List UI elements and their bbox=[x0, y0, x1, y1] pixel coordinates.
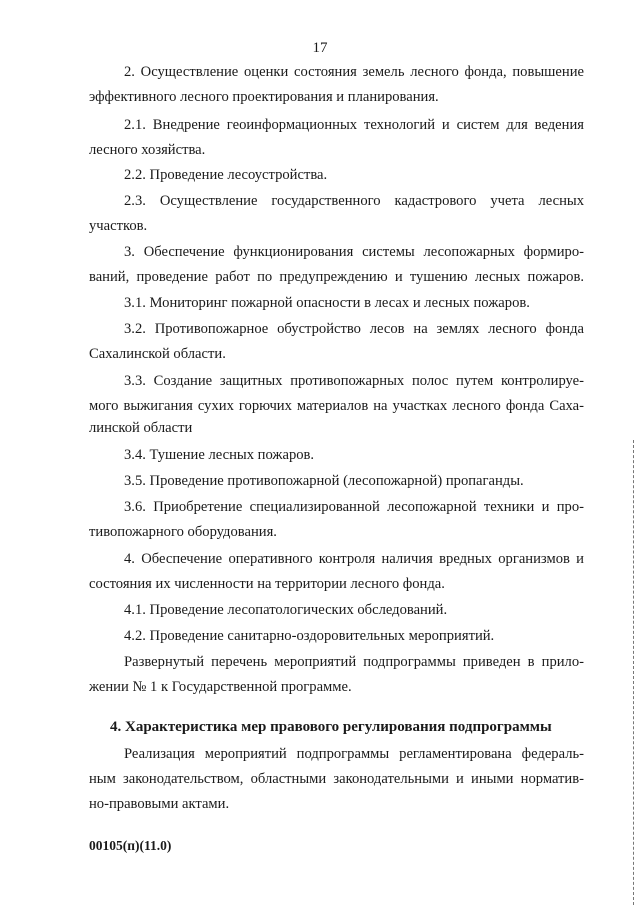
text-line: 4. Обеспечение оперативного контроля наличия вредных организмов и bbox=[124, 551, 584, 567]
text-line: Реализация мероприятий подпрограммы регламентирована федераль- bbox=[124, 746, 584, 762]
text-line: жении № 1 к Государственной программе. bbox=[89, 679, 352, 695]
text-line: участков. bbox=[89, 218, 148, 234]
text-line: линской области bbox=[89, 420, 193, 436]
text-line: 4.2. Проведение санитарно-оздоровительных мероприятий. bbox=[124, 628, 495, 644]
text-line: 2. Осуществление оценки состояния земель лесного фонда, повышение bbox=[124, 64, 584, 80]
text-line: 2.1. Внедрение геоинформационных технологий и систем для ведения bbox=[124, 117, 584, 133]
text-line: 3.6. Приобретение специализированной лесопожарной техники и про- bbox=[124, 499, 584, 515]
text-line: ным законодательством, областными законодательными и иными норматив- bbox=[89, 771, 584, 787]
text-line: 3. Обеспечение функционирования системы лесопожарных формиро- bbox=[124, 244, 584, 260]
text-line: 2.3. Осуществление государственного кадастрового учета лесных bbox=[124, 193, 584, 209]
text-line: 2.2. Проведение лесоустройства. bbox=[124, 167, 328, 183]
text-line: 3.3. Создание защитных противопожарных полос путем контролируе- bbox=[124, 373, 584, 389]
text-line: тивопожарного оборудования. bbox=[89, 524, 277, 540]
scan-edge bbox=[633, 440, 636, 905]
text-line: состояния их численности на территории лесного фонда. bbox=[89, 576, 445, 592]
text-line: 3.5. Проведение противопожарной (лесопожарной) пропаганды. bbox=[124, 473, 524, 489]
text-line: эффективного лесного проектирования и планирования. bbox=[89, 89, 439, 105]
text-line: ваний, проведение работ по предупреждению и тушению лесных пожаров. bbox=[89, 269, 584, 285]
text-line: 3.2. Противопожарное обустройство лесов на землях лесного фонда bbox=[124, 321, 584, 337]
text-line: 3.1. Мониторинг пожарной опасности в лесах и лесных пожаров. bbox=[124, 295, 530, 311]
text-line: 3.4. Тушение лесных пожаров. bbox=[124, 447, 315, 463]
text-line: 4.1. Проведение лесопатологических обследований. bbox=[124, 602, 448, 618]
text-line: Сахалинской области. bbox=[89, 346, 226, 362]
section-heading: 4. Характеристика мер правового регулирования подпрограммы bbox=[110, 719, 552, 735]
document-code: 00105(п)(11.0) bbox=[89, 838, 172, 853]
text-line: мого выжигания сухих горючих материалов на участках лесного фонда Саха- bbox=[89, 398, 584, 414]
text-line: лесного хозяйства. bbox=[89, 142, 206, 158]
page-number: 17 bbox=[312, 40, 328, 56]
text-line: но-правовыми актами. bbox=[89, 796, 230, 812]
text-line: Развернутый перечень мероприятий подпрограммы приведен в прило- bbox=[124, 654, 584, 670]
